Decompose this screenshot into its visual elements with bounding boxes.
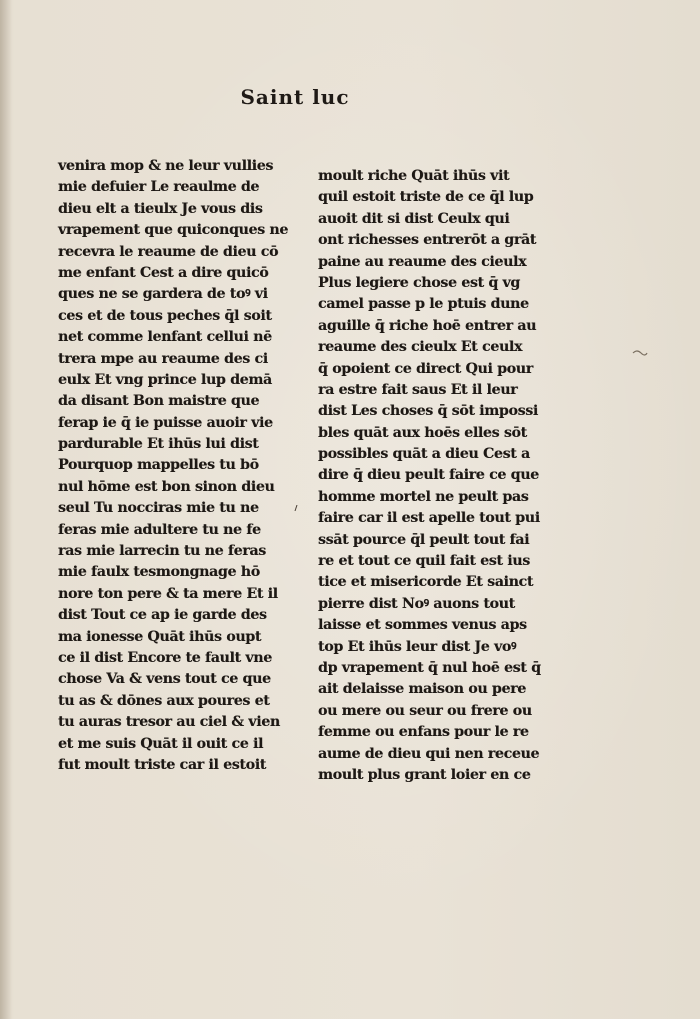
text-line: Plus legiere chose est q̄ vg [318, 274, 520, 291]
text-line: dist Tout ce ap ie garde des [58, 607, 267, 624]
text-line: paine au reaume des cieulx [318, 253, 527, 270]
text-line: aguille q̄ riche hoē entrer au [318, 317, 537, 334]
text-line: mie faulx tesmongnage hō [58, 564, 260, 581]
text-line: nul hōme est bon sinon dieu [58, 478, 275, 495]
text-line: ou mere ou seur ou frere ou [318, 702, 532, 719]
text-line: ont richesses entrerōt a grāt [318, 232, 536, 249]
text-line: possibles quāt a dieu Cest a [318, 446, 530, 463]
text-line: bles quāt aux hoēs elles sōt [318, 424, 527, 441]
text-line: ferap ie q̄ ie puisse auoir vie [58, 414, 273, 431]
text-line: nore ton pere & ta mere Et il [58, 585, 278, 602]
text-line: tice et misericorde Et sainct [318, 574, 534, 591]
text-line: ra estre fait saus Et il leur [318, 381, 518, 398]
text-line: moult plus grant loier en ce [318, 766, 531, 783]
text-line: femme ou enfans pour le re [318, 724, 529, 741]
text-line: feras mie adultere tu ne fe [58, 521, 261, 538]
text-line: recevra le reaume de dieu cō [58, 243, 279, 260]
left-text-column [58, 156, 289, 776]
text-line: chose Va & vens tout ce que [58, 671, 271, 688]
text-line: dist Les choses q̄ sōt impossi [318, 403, 538, 420]
text-line: mie defuier Le reaulme de [58, 179, 260, 196]
text-line: q̄ opoient ce direct Qui pour [318, 360, 533, 377]
right-text-column [318, 166, 540, 786]
text-line: fut moult triste car il estoit [58, 756, 266, 773]
text-line: camel passe p le ptuis dune [318, 296, 529, 313]
text-line: homme mortel ne peult pas [318, 488, 529, 505]
text-line: ces et de tous peches q̄l soit [58, 307, 272, 324]
text-line: auoit dit si dist Ceulx qui [318, 210, 510, 227]
text-line: seul Tu nocciras mie tu ne [58, 500, 259, 517]
text-line: trera mpe au reaume des ci [58, 350, 268, 367]
text-line: ait delaisse maison ou pere [318, 681, 526, 698]
text-line: dieu elt a tieulx Je vous dis [58, 200, 263, 217]
text-line: pierre dist Noꝰ auons tout [318, 595, 515, 612]
text-line: reaume des cieulx Et ceulx [318, 339, 523, 356]
text-line: ques ne se gardera de toꝰ vi [58, 286, 268, 303]
text-line: moult riche Quāt ihūs vit [318, 168, 510, 184]
text-line: tu auras tresor au ciel & vien [58, 714, 280, 731]
text-line: venira mop & ne leur vullies [58, 158, 274, 174]
text-line: laisse et sommes venus aps [318, 617, 527, 634]
text-line: Pourquop mappelles tu bō [58, 457, 259, 474]
text-line: me enfant Cest a dire quicō [58, 264, 269, 281]
text-line: tu as & dōnes aux poures et [58, 692, 270, 709]
text-line: pardurable Et ihūs lui dist [58, 436, 259, 453]
text-line: faire car il est apelle tout pui [318, 510, 540, 527]
text-line: eulx Et vng prince lup demā [58, 371, 272, 388]
text-line: vrapement que quiconques ne [58, 222, 289, 239]
text-line: quil estoit triste de ce q̄l lup [318, 189, 534, 206]
margin-mark [632, 348, 648, 358]
running-header: Saint luc [240, 85, 350, 109]
text-line: top Et ihūs leur dist Je voꝰ [318, 638, 517, 655]
text-line: net comme lenfant cellui nē [58, 329, 272, 346]
ink-speck [294, 505, 298, 511]
gutter-shadow [0, 0, 12, 1019]
text-line: dp vrapement q̄ nul hoē est q̄ [318, 659, 541, 676]
text-line: ssāt pource q̄l peult tout fai [318, 531, 530, 548]
text-line: ma ionesse Quāt ihūs oupt [58, 628, 262, 645]
text-line: dire q̄ dieu peult faire ce que [318, 467, 539, 484]
text-line: ras mie larrecin tu ne feras [58, 543, 266, 560]
text-line: da disant Bon maistre que [58, 393, 260, 410]
text-line: re et tout ce quil fait est ius [318, 553, 530, 570]
text-line: ce il dist Encore te fault vne [58, 649, 272, 666]
text-line: et me suis Quāt il ouit ce il [58, 735, 264, 752]
text-line: aume de dieu qui nen receue [318, 745, 540, 762]
